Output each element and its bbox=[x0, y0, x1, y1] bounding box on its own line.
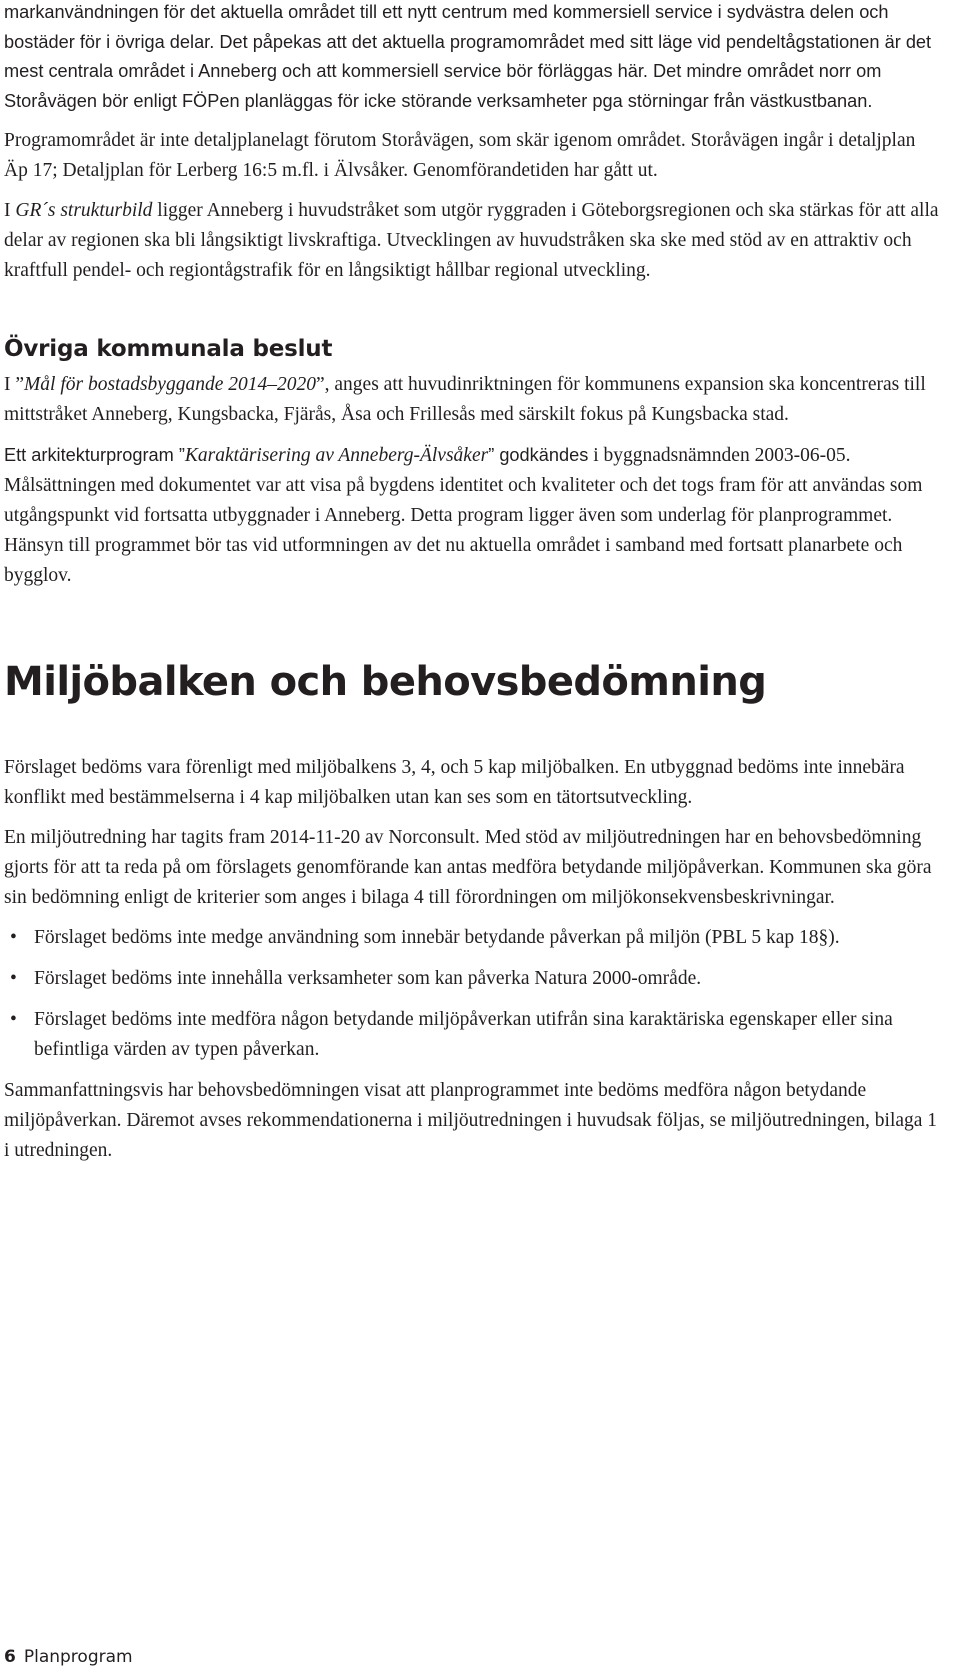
other-paragraph-1 bbox=[4, 370, 944, 430]
list-item-text: Förslaget bedöms inte medföra någon betydande miljöpåverkan utifrån sina karaktäriska egenskaper eller sina befintliga värden av typen påverkan. bbox=[34, 1009, 893, 1060]
italic-reference: Karaktärisering av Anneberg-Älvsåker bbox=[184, 445, 489, 466]
list-item bbox=[4, 923, 944, 953]
italic-reference: GR´s strukturbild bbox=[15, 200, 153, 221]
bullet-icon: • bbox=[10, 968, 17, 989]
list-item-text: Förslaget bedöms inte medge användning som innebär betydande påverkan på miljön (PBL 5 kap 18§). bbox=[34, 927, 840, 948]
bullet-icon: • bbox=[10, 1009, 17, 1030]
section-heading-other-decisions: Övriga kommunala beslut bbox=[4, 336, 333, 362]
env-paragraph-2: En miljöutredning har tagits fram 2014-11-20 av Norconsult. Med stöd av miljöutredningen har en behovsbedömning gjorts för att ta reda på om förslagets genomförande kan antas medföra betydande miljöpåverkan. Kommunen ska göra sin bedömning enligt de kriterier som anges i bilaga 4 till förordningen om miljökonsekvensbeskrivningar. bbox=[4, 827, 932, 908]
page-number: 6 bbox=[4, 1647, 16, 1667]
footer-label: Planprogram bbox=[23, 1647, 133, 1667]
bullet-list bbox=[4, 923, 944, 1065]
text-run: ligger Anneberg i huvudstråket som utgör ryggraden i Göteborgsregionen och ska stärkas för att alla delar av regionen ska bli långsiktigt livskraftiga. Utvecklingen av huvudstråken ska ske med stöd av en attraktiv och kraftfull pendel- och regiontågstrafik för en långsiktigt hållbar regional utveckling. bbox=[4, 200, 939, 281]
list-item bbox=[4, 964, 944, 994]
list-item bbox=[4, 1005, 944, 1065]
text-run: Ett arkitekturprogram ” bbox=[4, 445, 185, 465]
page-footer bbox=[4, 1646, 133, 1668]
intro-paragraph-3 bbox=[4, 196, 944, 286]
intro-paragraph-1: markanvändningen för det aktuella området till ett nytt centrum med kommersiell service i sydvästra delen och bostäder för i övriga delar. Det påpekas att det aktuella programområdet med sitt läge vid pendeltågstationen är det mest centrala området i Anneberg och att kommersiell service bör förläggas här. Det mindre området norr om Storåvägen bör enligt FÖPen planläggas för icke störande verksamheter pga störningar från västkustbanan. bbox=[4, 2, 932, 111]
text-run: i byggnadsnämnden 2003-06-05. Målsättningen med dokumentet var att visa på bygdens identitet och kvaliteter och det togs fram för att användas som utgångspunkt vid fortsatta utbyggnader i Anneberg. Detta program ligger även som underlag för planprogrammet. Hänsyn till programmet bör tas vid utformningen av det nu aktuella området i samband med fortsatt planarbete och bygglov. bbox=[4, 445, 923, 586]
section-heading-environment: Miljöbalken och behovsbedömning bbox=[4, 659, 767, 705]
text-run: ”, anges att huvudinriktningen för kommunens expansion ska koncentreras till mittstråket Anneberg, Kungsbacka, Fjärås, Åsa och Frillesås med särskilt fokus på Kungsbacka stad. bbox=[4, 374, 926, 425]
text-run: I bbox=[4, 200, 16, 221]
text-run: ” godkändes bbox=[488, 445, 589, 465]
env-paragraph-3: Sammanfattningsvis har behovsbedömningen visat att planprogrammet inte bedöms medföra någon betydande miljöpåverkan. Däremot avses rekommendationerna i miljöutredningen i huvudsak följas, se miljöutredningen, bilaga 1 i utredningen. bbox=[4, 1080, 938, 1161]
bullet-icon: • bbox=[10, 927, 17, 948]
page-content bbox=[4, 0, 944, 1176]
text-run: I ” bbox=[4, 374, 25, 395]
env-paragraph-1: Förslaget bedöms vara förenligt med miljöbalkens 3, 4, och 5 kap miljöbalken. En utbyggnad bedöms inte innebära konflikt med bestämmelserna i 4 kap miljöbalken utan kan ses som en tätortsutveckling. bbox=[4, 757, 905, 808]
other-paragraph-2 bbox=[4, 440, 944, 591]
italic-reference: Mål för bostadsbyggande 2014–2020 bbox=[24, 374, 316, 395]
intro-paragraph-2: Programområdet är inte detaljplanelagt förutom Storåvägen, som skär igenom området. Storåvägen ingår i detaljplan Äp 17; Detaljplan för Lerberg 16:5 m.fl. i Älvsåker. Genomförandetiden har gått ut. bbox=[4, 130, 916, 181]
list-item-text: Förslaget bedöms inte innehålla verksamheter som kan påverka Natura 2000-område. bbox=[34, 968, 702, 989]
